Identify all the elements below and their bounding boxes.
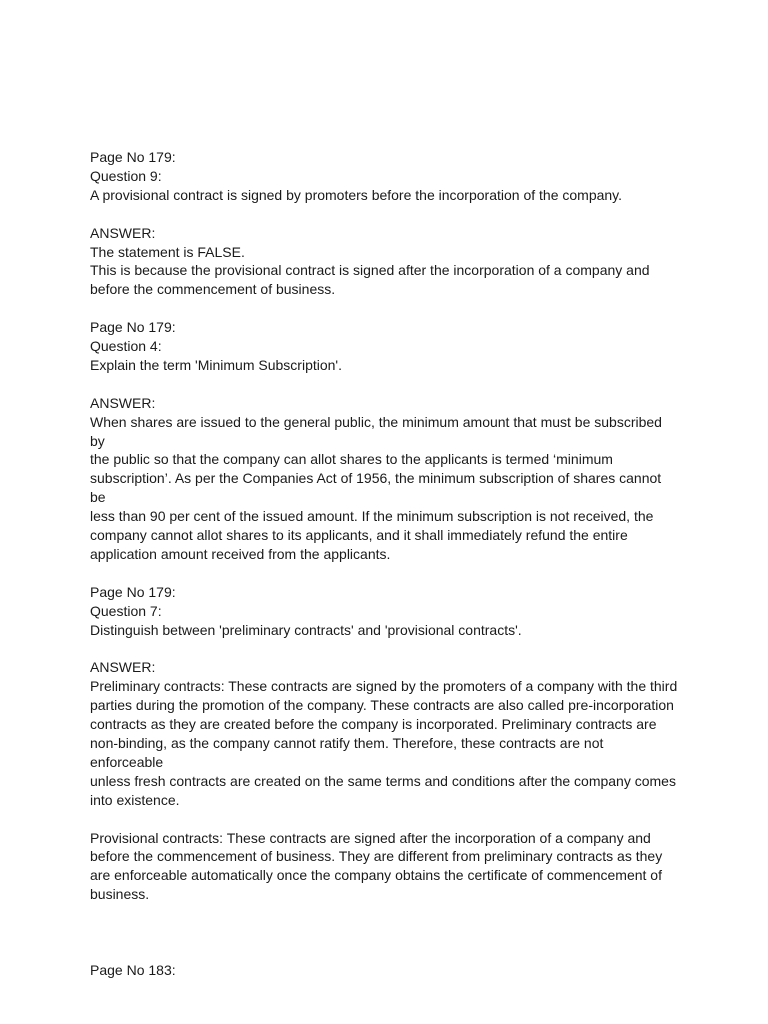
page-number: Page No 179: <box>90 583 176 600</box>
page-number: Page No 183: <box>90 961 176 978</box>
answer-line: When shares are issued to the general public, the minimum amount that must be subscribed by <box>90 413 666 449</box>
answer-line: unless fresh contracts are created on the same terms and conditions after the company comes <box>90 772 676 789</box>
answer-label: ANSWER: <box>90 659 156 676</box>
answer-line: contracts as they are created before the company is incorporated. Preliminary contracts are <box>90 716 657 733</box>
question-number: Question 9: <box>90 167 162 184</box>
answer-line: business. <box>90 886 150 903</box>
answer-line: before the commencement of business. <box>90 281 336 298</box>
answer-line: before the commencement of business. They are different from preliminary contracts as they <box>90 848 663 865</box>
page-number: Page No 179: <box>90 149 176 165</box>
answer-line: subscription’. As per the Companies Act of 1956, the minimum subscription of shares cannot be <box>90 470 666 506</box>
answer-line: company cannot allot shares to its applicants, and it shall immediately refund the entire <box>90 527 628 544</box>
answer-line: non-binding, as the company cannot ratify them. Therefore, these contracts are not enforceable <box>90 735 608 770</box>
answer-line: This is because the provisional contract is signed after the incorporation of a company and <box>90 262 650 279</box>
question-text: A provisional contract is signed by promoters before the incorporation of the company. <box>90 186 623 203</box>
qa-section-3 <box>90 583 680 904</box>
question-text: Explain the term 'Minimum Subscription'. <box>90 356 342 373</box>
answer-label: ANSWER: <box>90 394 156 411</box>
qa-section-2 <box>90 318 680 564</box>
qa-section-1 <box>90 148 680 299</box>
answer-line: application amount received from the applicants. <box>90 545 391 562</box>
answer-line: parties during the promotion of the company. These contracts are also called pre-incorporation <box>90 697 674 714</box>
answer-line: less than 90 per cent of the issued amount. If the minimum subscription is not received, the <box>90 508 654 525</box>
question-number: Question 4: <box>90 338 162 355</box>
document-page <box>90 148 680 980</box>
question-number: Question 7: <box>90 602 162 619</box>
answer-label: ANSWER: <box>90 224 156 241</box>
answer-line: the public so that the company can allot shares to the applicants is termed ‘minimum <box>90 451 613 468</box>
page-number: Page No 179: <box>90 319 176 336</box>
answer-line: Provisional contracts: These contracts are signed after the incorporation of a company and <box>90 829 651 846</box>
answer-line: into existence. <box>90 791 180 808</box>
question-text: Distinguish between 'preliminary contracts' and 'provisional contracts'. <box>90 621 522 638</box>
answer-line: are enforceable automatically once the company obtains the certificate of commencement of <box>90 867 662 884</box>
answer-line: The statement is FALSE. <box>90 243 245 260</box>
answer-line: Preliminary contracts: These contracts are signed by the promoters of a company with the third <box>90 678 678 695</box>
